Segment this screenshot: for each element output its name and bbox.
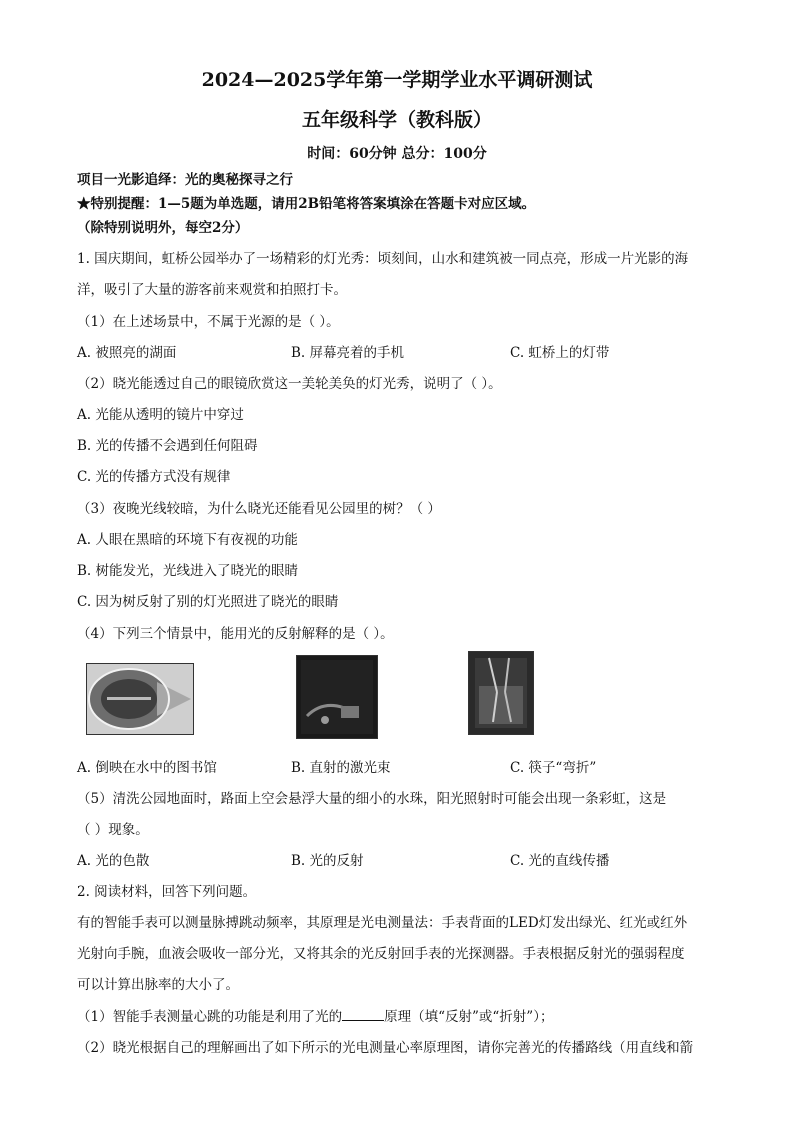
- project-heading: 项目一光影追绎：光的奥秘探寻之行: [77, 172, 293, 188]
- q1-5-option-a: A. 光的色散: [77, 853, 150, 869]
- q1-2-text: （2）晓光能透过自己的眼镜欣赏这一美轮美奂的灯光秀，说明了（ ）。: [77, 376, 502, 392]
- q1-stem-line2: 洋，吸引了大量的游客前来观赏和拍照打卡。: [77, 282, 347, 298]
- exam-subtitle: 五年级科学（教科版）: [301, 109, 492, 131]
- q1-3-option-c: C. 因为树反射了别的灯光照进了晓光的眼睛: [77, 594, 339, 610]
- library-reflection-photo: [86, 663, 194, 735]
- q1-1-option-b: B. 屏幕亮着的手机: [291, 345, 405, 361]
- q2-2-text: （2）晓光根据自己的理解画出了如下所示的光电测量心率原理图，请你完善光的传播路线（用直线和箭: [77, 1040, 694, 1056]
- q1-3-option-b: B. 树能发光，光线进入了晓光的眼睛: [77, 563, 299, 579]
- q1-5-option-c: C. 光的直线传播: [510, 853, 610, 869]
- q1-stem-line1: 1. 国庆期间，虹桥公园举办了一场精彩的灯光秀：顷刻间，山水和建筑被一同点亮，形成一片光影的海: [77, 251, 689, 267]
- q2-1-text-before: （1）智能手表测量心跳的功能是利用了光的: [77, 1009, 343, 1025]
- exam-title: 2024—2025学年第一学期学业水平调研测试: [201, 69, 593, 91]
- laser-beam-image: [297, 656, 377, 738]
- library-reflection-image: [87, 664, 193, 734]
- q1-3-option-a: A. 人眼在黑暗的环境下有夜视的功能: [77, 532, 298, 548]
- exam-meta: 时间：60分钟 总分：100分: [307, 146, 487, 162]
- q1-2-option-a: A. 光能从透明的镜片中穿过: [77, 407, 244, 423]
- q1-2-option-c: C. 光的传播方式没有规律: [77, 469, 231, 485]
- q1-1-option-c: C. 虹桥上的灯带: [510, 345, 610, 361]
- special-notice: ★特别提醒：1—5题为单选题，请用2B铅笔将答案填涂在答题卡对应区域。: [77, 196, 536, 212]
- q1-4-option-b: B. 直射的激光束: [291, 760, 391, 776]
- q1-5-text-line1: （5）清洗公园地面时，路面上空会悬浮大量的细小的水珠，阳光照射时可能会出现一条彩虹，这是: [77, 791, 667, 807]
- chopsticks-image: [469, 652, 533, 734]
- q2-para-line3: 可以计算出脉率的大小了。: [77, 977, 239, 993]
- q1-3-text: （3）夜晚光线较暗，为什么晓光还能看见公园里的树？（ ）: [77, 501, 441, 517]
- q1-5-option-b: B. 光的反射: [291, 853, 364, 869]
- q2-stem: 2. 阅读材料，回答下列问题。: [77, 884, 257, 900]
- q2-1-answer-blank[interactable]: [342, 1008, 384, 1021]
- q1-2-option-b: B. 光的传播不会遇到任何阻碍: [77, 438, 258, 454]
- q1-4-text: （4）下列三个情景中，能用光的反射解释的是（ ）。: [77, 626, 394, 642]
- q2-1-text: [77, 1005, 553, 1025]
- chopsticks-photo: [468, 651, 534, 735]
- score-note: （除特别说明外，每空2分）: [77, 220, 249, 236]
- q1-1-option-a: A. 被照亮的湖面: [77, 345, 177, 361]
- q2-para-line1: 有的智能手表可以测量脉搏跳动频率，其原理是光电测量法：手表背面的LED灯发出绿光、红光或红外: [77, 915, 688, 931]
- q1-4-option-a: A. 倒映在水中的图书馆: [77, 760, 217, 776]
- laser-beam-photo: [296, 655, 378, 739]
- q1-4-option-c: C. 筷子“弯折”: [510, 760, 597, 776]
- q1-5-text-line2: （ ）现象。: [77, 822, 149, 838]
- q2-para-line2: 光射向手腕，血液会吸收一部分光，又将其余的光反射回手表的光探测器。手表根据反射光的强弱程度: [77, 946, 685, 962]
- q1-1-text: （1）在上述场景中，不属于光源的是（ ）。: [77, 314, 340, 330]
- q2-1-text-after: 原理（填“反射”或“折射”）；: [384, 1009, 554, 1025]
